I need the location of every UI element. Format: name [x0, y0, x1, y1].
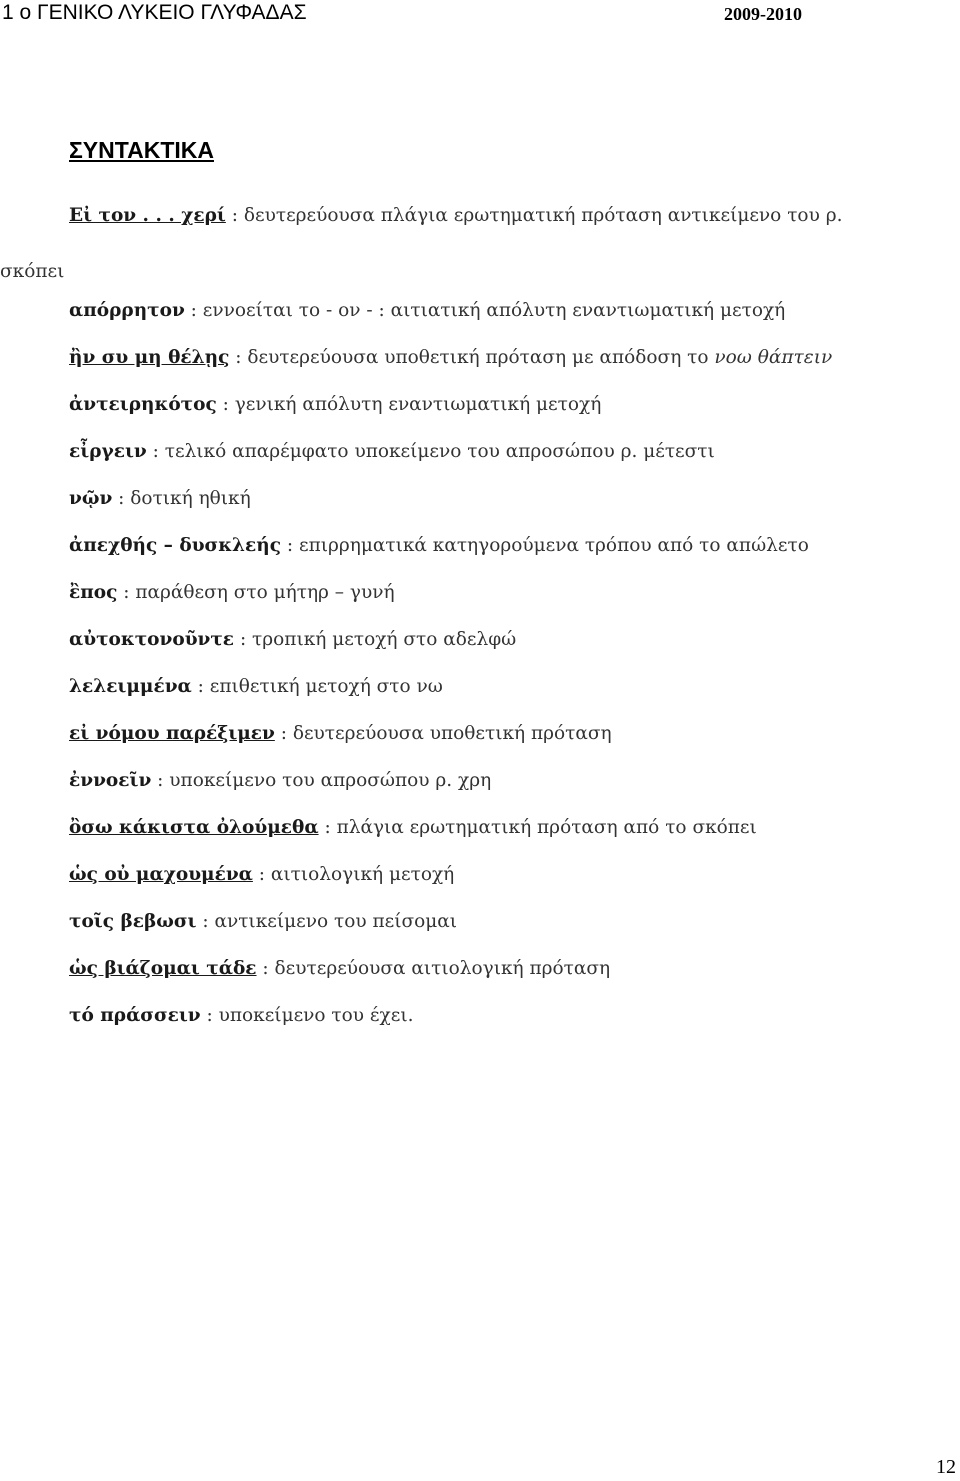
entry-6 [69, 490, 251, 509]
entry-desc: : τελικό απαρέμφατο υποκείμενο του απροσώπου ρ. μέτεστι [146, 441, 715, 462]
entry-2 [69, 302, 785, 321]
entry-15 [69, 913, 457, 932]
entry-term: νῷν [69, 488, 113, 509]
page-header [0, 0, 960, 34]
entry-5 [69, 443, 715, 462]
entry-desc: : παράθεση στο μήτηρ – γυνή [117, 582, 395, 603]
entry-desc: : επιθετική μετοχή στο νω [191, 676, 443, 697]
entry-3 [69, 349, 832, 368]
entry-term: ἒπος [69, 582, 118, 603]
entry-term: εἰ νόμου παρέξιμεν [69, 723, 275, 744]
entry-desc: : δευτερεύουσα υποθετική πρόταση [274, 723, 612, 744]
entry-16 [69, 960, 610, 979]
page-number: 12 [936, 1456, 956, 1478]
entry-term: τοῖς βεβωσι [69, 911, 197, 932]
page-title: ΣΥΝΤΑΚΤΙΚΑ [69, 137, 214, 163]
entry-desc: : αιτιολογική μετοχή [252, 864, 455, 885]
entry-term: λελειμμένα [69, 676, 192, 697]
entry-term: απόρρητον [69, 300, 185, 321]
entry-term: τό πράσσειν [69, 1005, 201, 1026]
school-name: 1 o ΓΕΝΙΚΟ ΛΥΚΕΙΟ ΓΛΥΦΑΔΑΣ [2, 1, 307, 24]
entry-11 [69, 725, 612, 744]
entry-desc: : δευτερεύουσα πλάγια ερωτηματική πρόταση αντικείμενο του ρ. [225, 205, 843, 226]
entry-9 [69, 631, 516, 650]
entry-desc: : υποκείμενο του απροσώπου ρ. χρη [151, 770, 492, 791]
entry-14 [69, 866, 454, 885]
entry-8 [69, 584, 395, 603]
entry-7 [69, 537, 809, 556]
entry-term: ὡς οὐ μαχουμένα [69, 864, 253, 885]
entry-desc-italic: νοω θάπτειν [714, 347, 833, 368]
entry-term: ἢν συ μη θέλῃς [69, 347, 230, 368]
entry-desc: : δευτερεύουσα αιτιολογική πρόταση [256, 958, 611, 979]
entry-10 [69, 678, 443, 697]
entry-desc: : εννοείται το - ον - : αιτιατική απόλυτη εναντιωματική μετοχή [184, 300, 786, 321]
entry-desc: : γενική απόλυτη εναντιωματική μετοχή [216, 394, 602, 415]
entry-1 [69, 207, 842, 226]
entry-1-continuation: σκόπει [0, 261, 65, 282]
entry-desc: : δευτερεύουσα υποθετική πρόταση με απόδοση το [229, 347, 715, 368]
entry-desc: : πλάγια ερωτηματική πρόταση από το σκόπει [318, 817, 757, 838]
entry-4 [69, 396, 601, 415]
entry-desc: : δοτική ηθική [112, 488, 251, 509]
entry-term: ἀντειρηκότος [69, 394, 217, 415]
entry-12 [69, 772, 491, 791]
entry-desc: : υποκείμενο του έχει. [200, 1005, 414, 1026]
entry-term: ἐννοεῖν [69, 770, 152, 791]
entry-term: ὂσω κάκιστα ὀλούμεθα [69, 817, 319, 838]
entry-term: εἶργειν [69, 441, 147, 462]
school-year: 2009-2010 [724, 4, 802, 24]
entry-17 [69, 1007, 413, 1026]
entry-desc: : επιρρηματικά κατηγορούμενα τρόπου από το απώλετο [281, 535, 809, 556]
entry-term: ἀπεχθής – δυσκλεής [69, 535, 281, 556]
entry-desc: : αντικείμενο του πείσομαι [196, 911, 457, 932]
entry-13 [69, 819, 757, 838]
entry-desc: : τροπική μετοχή στο αδελφώ [234, 629, 517, 650]
entry-term: αὐτοκτονοῦντε [69, 629, 235, 650]
entry-term: Εἰ τον . . . χερί [69, 205, 226, 226]
entry-term: ὡς βιάζομαι τάδε [69, 958, 257, 979]
